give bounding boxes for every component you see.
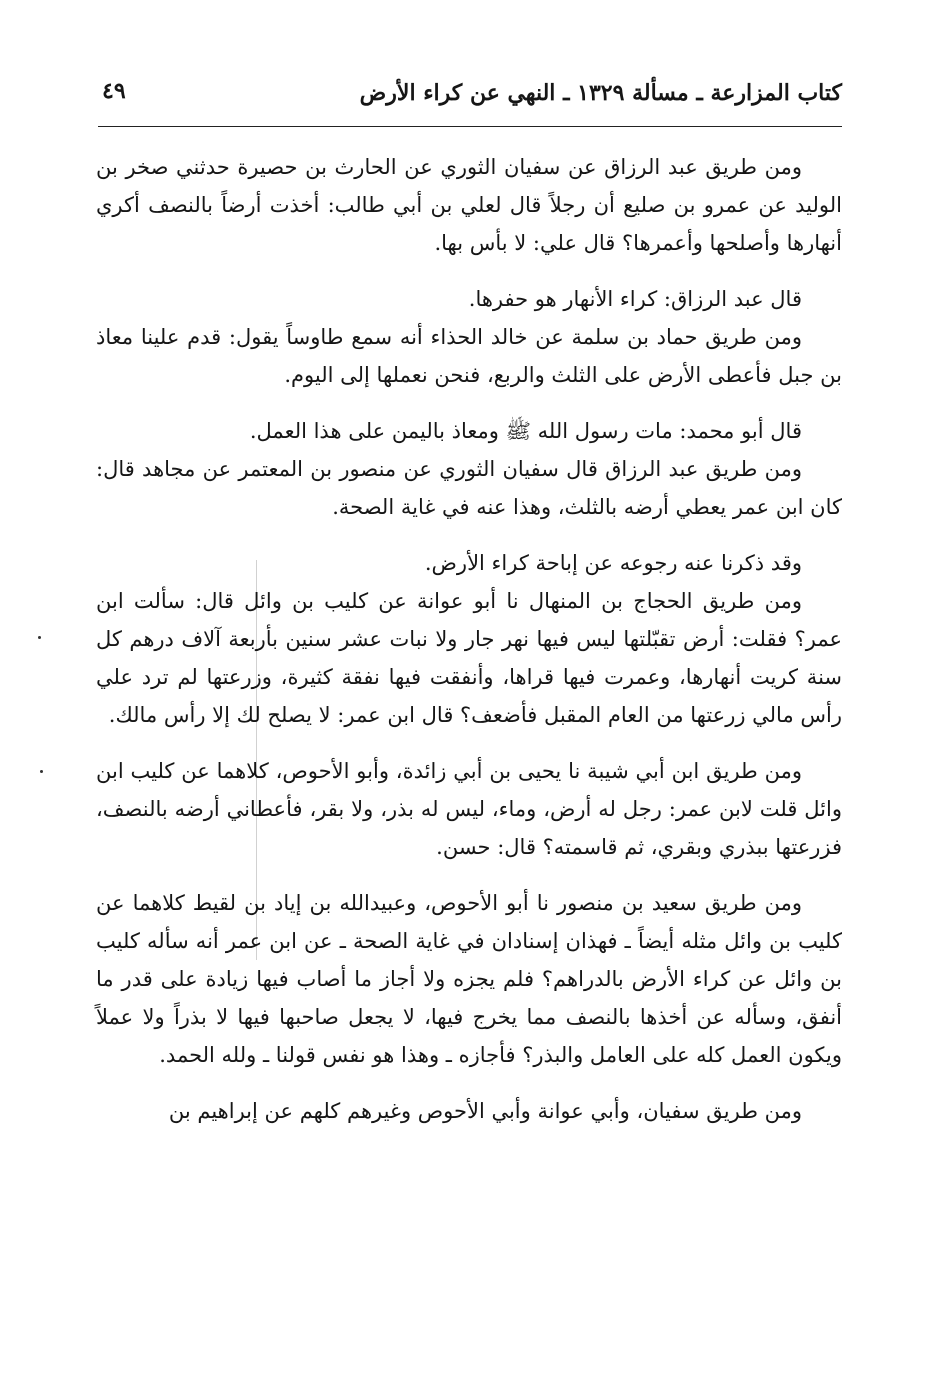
page-header: [96, 74, 842, 122]
paragraph: وقد ذكرنا عنه رجوعه عن إباحة كراء الأرض.: [424, 551, 802, 575]
page-number: ٤٩: [102, 78, 126, 104]
paragraph: ومن طريق ابن أبي شيبة نا يحيى بن أبي زائدة، وأبو الأحوص، كلاهما عن كليب ابن وائل قلت لابن عمر: رجل له أرض، وماء، ليس له بذر، ولا بقر، فأعطاني أرضه بالنصف، فزرعتها ببذري وبقري، ثم قاسمته؟ قال: حسن.: [96, 759, 842, 859]
paragraph: ومن طريق عبد الرزاق قال سفيان الثوري عن منصور بن المعتمر عن مجاهد قال: كان ابن عمر يعطي أرضه بالثلث، وهذا عنه في غاية الصحة.: [96, 457, 842, 519]
scan-speck: [40, 770, 43, 773]
paragraph: ومن طريق سعيد بن منصور نا أبو الأحوص، وعبيدالله بن إياد بن لقيط كلاهما عن كليب بن وائل مثله أيضاً ـ فهذان إسنادان في غاية الصحة ـ عن ابن عمر أنه سأله كليب بن وائل عن كراء الأرض بالدراهم؟ فلم يجزه ولا أجاز ما أصاب فيها زيادة على قدر ما أنفق، وسأله عن أخذها بالنصف مما يخرج فيها، لا يجعل صاحبها فيها لا بذراً ولا عملاً ويكون العمل كله على العامل والبذر؟ فأجازه ـ وهذا هو نفس قولنا ـ ولله الحمد.: [96, 891, 842, 1067]
scan-speck: [38, 636, 41, 639]
paragraph: ومن طريق سفيان، وأبي عوانة وأبي الأحوص وغيرهم كلهم عن إبراهيم بن: [168, 1099, 802, 1123]
running-title: كتاب المزارعة ـ مسألة ١٣٢٩ ـ النهي عن كراء الأرض: [359, 80, 842, 106]
paragraph: قال أبو محمد: مات رسول الله ﷺ ومعاذ باليمن على هذا العمل.: [249, 419, 802, 443]
paragraph: ومن طريق حماد بن سلمة عن خالد الحذاء أنه سمع طاوساً يقول: قدم علينا معاذ بن جبل فأعطى الأرض على الثلث والربع، فنحن نعملها إلى اليوم.: [96, 325, 842, 387]
paragraph: قال عبد الرزاق: كراء الأنهار هو حفرها.: [468, 287, 802, 311]
paragraph: ومن طريق الحجاج بن المنهال نا أبو عوانة عن كليب بن وائل قال: سألت ابن عمر؟ فقلت: أرض تقبّلتها ليس فيها نهر جار ولا نبات عشر سنين بأربعة آلاف درهم كل سنة كريت أنهارها، وعمرت فيها قراها، وأنفقت فيها نفقة كثيرة، وزرعتها لم ترد علي رأس مالي زرعتها من العام المقبل فأضعف؟ قال ابن عمر: لا يصلح لك إلا رأس مالك.: [96, 589, 842, 727]
paragraph: ومن طريق عبد الرزاق عن سفيان الثوري عن الحارث بن حصيرة حدثني صخر بن الوليد عن عمرو بن صليع أن رجلاً قال لعلي بن أبي طالب: أخذت أرضاً بالنصف أكري أنهارها وأصلحها وأعمرها؟ قال علي: لا بأس بها.: [96, 155, 842, 255]
header-rule: [98, 126, 842, 127]
body-text: [96, 148, 842, 1148]
